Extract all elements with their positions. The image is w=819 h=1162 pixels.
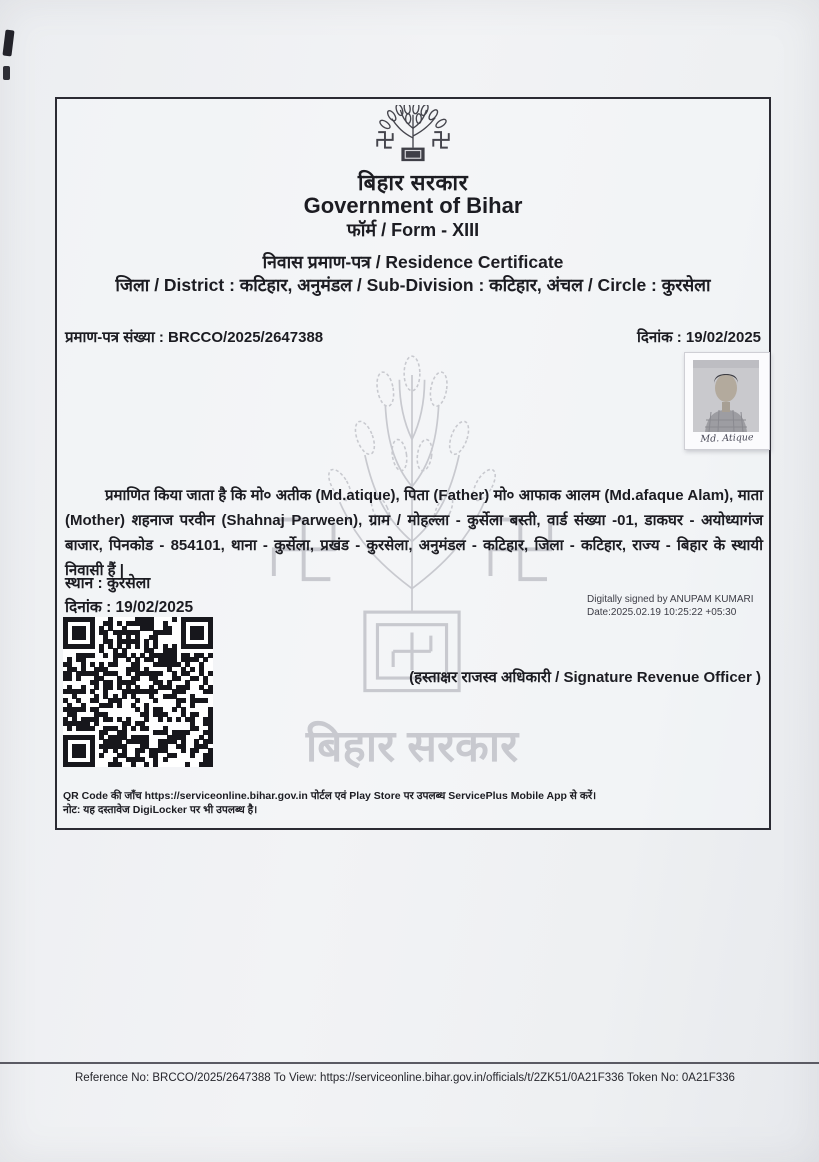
certificate-border-box (55, 97, 771, 830)
bihar-emblem-icon (355, 105, 471, 167)
watermark-text: बिहार सरकार (305, 722, 519, 772)
government-name-english: Government of Bihar (303, 193, 523, 218)
issue-date-line: दिनांक : 19/02/2025 (65, 599, 194, 616)
certificate-title: निवास प्रमाण-पत्र / Residence Certificate (262, 252, 564, 272)
certificate-date: दिनांक : 19/02/2025 (637, 329, 761, 346)
scan-smudge (3, 66, 10, 80)
digilocker-note: नोट: यह दस्तावेज DigiLocker पर भी उपलब्ध है। (63, 804, 258, 816)
applicant-photo (684, 352, 770, 450)
digital-signature-line2: Date:2025.02.19 10:25:22 +05:30 (587, 607, 737, 618)
qr-verification-note: QR Code की जाँच https://serviceonline.bihar.gov.in पोर्टल एवं Play Store पर उपलब्ध ServicePlus Mobile App से करें। (63, 790, 597, 802)
qr-code (63, 617, 213, 767)
photo-signature: Md. Atique (700, 432, 754, 445)
government-name-hindi: बिहार सरकार (357, 170, 469, 195)
place-line: स्थान : कुरसेला (65, 575, 151, 592)
footer-divider (0, 1062, 819, 1064)
signature-officer-label: (हस्ताक्षर राजस्व अधिकारी / Signature Revenue Officer ) (409, 669, 761, 686)
certificate-body-text: प्रमाणित किया जाता है कि मो० अतीक (Md.atique), पिता (Father) मो० आफाक आलम (Md.afaque Alam), माता (Mother) शहनाज परवीन (Shahnaj Parween), ग्राम / मोहल्ला - कुर्सेला बस्ती, वार्ड संख्या -01, डाकघर - अयोध्यागंज बाजार, पिनकोड - 854101, थाना - कुर्सेला, प्रखंड - कुरसेला, अनुमंडल - कटिहार, जिला - कटिहार, राज्य - बिहार के स्थायी निवासी हैं | (65, 487, 763, 579)
swastika-icon (377, 132, 392, 147)
scan-smudge (2, 30, 14, 57)
reference-line: Reference No: BRCCO/2025/2647388 To View: https://serviceonline.bihar.gov.in/officials/t/2ZK51/0A21F336 Token No: 0A21F336 (75, 1072, 735, 1084)
photo-image (693, 360, 759, 432)
district-subdivision-circle-line: जिला / District : कटिहार, अनुमंडल / Sub-Division : कटिहार, अंचल / Circle : कुरसेला (115, 275, 711, 295)
form-number: फॉर्म / Form - XIII (346, 220, 480, 240)
digital-signature-block (587, 593, 754, 619)
certificate-number-row (57, 327, 769, 347)
swastika-icon (433, 132, 448, 147)
digital-signature-line1: Digitally signed by ANUPAM KUMARI (587, 594, 754, 605)
certificate-number: प्रमाण-पत्र संख्या : BRCCO/2025/2647388 (65, 329, 324, 346)
